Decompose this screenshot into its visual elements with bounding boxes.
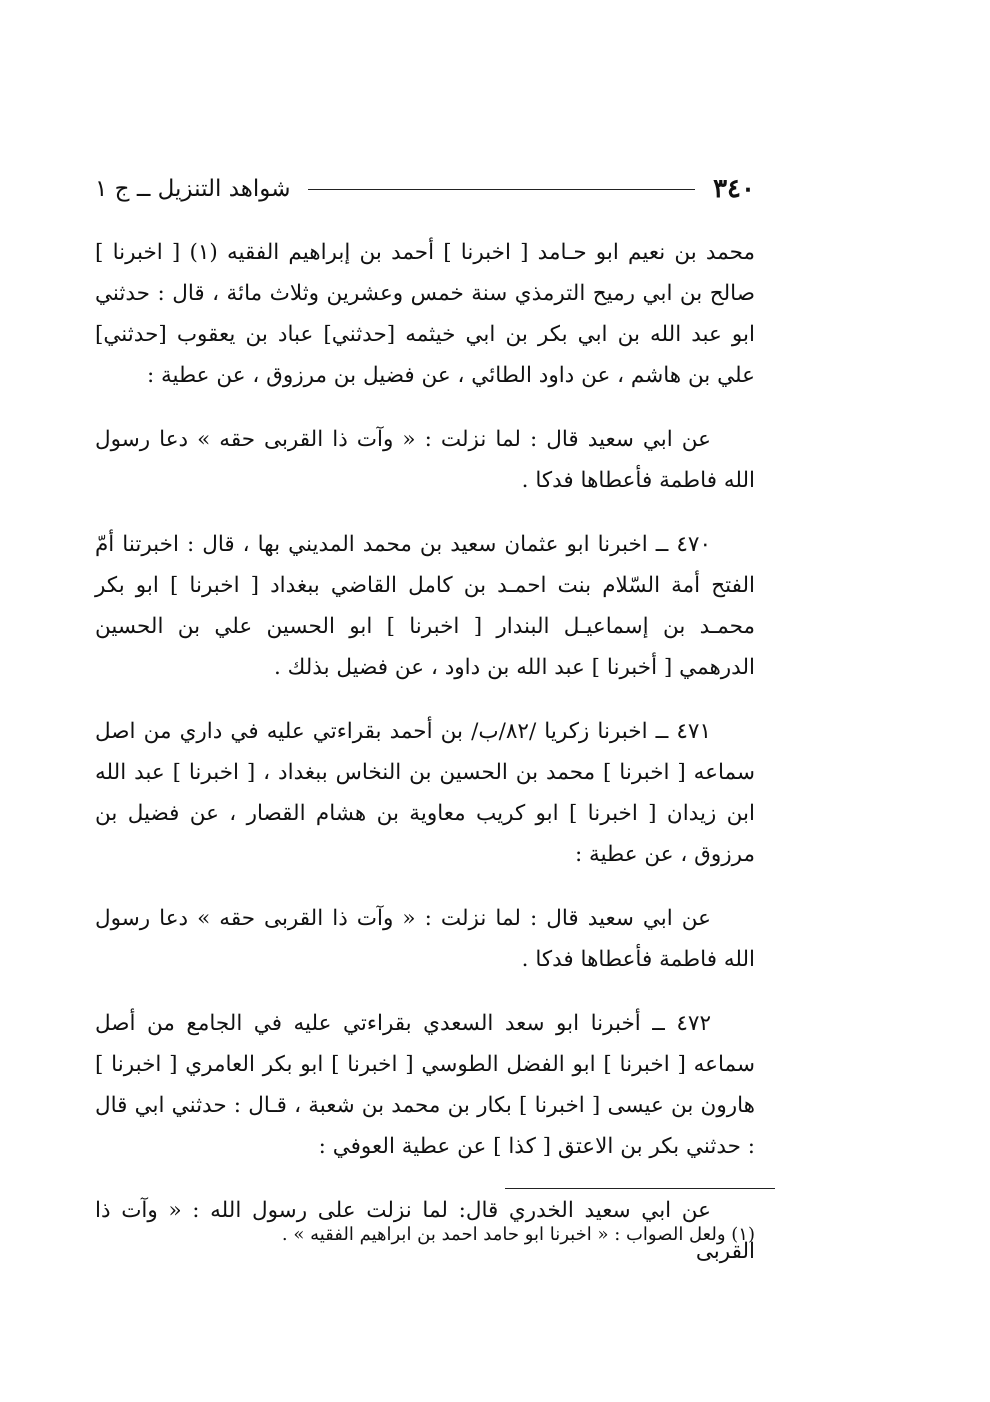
paragraph-472: ٤٧٢ ــ أخبرنا ابو سعد السعدي بقراءتي عليه في الجامع من أصل سماعه [ اخبرنا ] ابو الفضل الطوسي [ اخبرنا ] ابو بكر العامري [ اخبرنا ] هارون بن عيسى [ اخبرنا ] بكار بن محمد بن شعبة ، قـال : حدثني ابي قال : حدثني بكر بن الاعتق [ كذا ] عن عطية العوفي : [95,1011,755,1159]
footnote-rule [505,1188,775,1189]
page-number: ٣٤٠ [713,174,755,204]
body-text [95,232,755,1295]
paragraph-470: ٤٧٠ ــ اخبرنا ابو عثمان سعيد بن محمد المديني بها ، قال : اخبرتنا أمّ الفتح أمة السّلام بنت احمـد بن كامل القاضي ببغداد [ اخبرنا ] ابو بكر محمـد بن إسماعيـل البندار [ اخبرنا ] ابو الحسين علي بن الحسين الدرهمي [ أخبرنا ] عبد الله بن داود ، عن فضيل بذلك . [95,532,755,680]
header-rule [308,189,695,190]
footnote: (١) ولعل الصواب : « اخبرنا ابو حامد احمد بن ابراهيم الفقيه » . [281,1224,755,1245]
paragraph-471: ٤٧١ ــ اخبرنا زكريا /٨٢/ب/ بن أحمد بقراءتي عليه في داري من اصل سماعه [ اخبرنا ] محمد بن الحسين بن النخاس ببغداد ، [ اخبرنا ] عبد الله ابن زيدان [ اخبرنا ] ابو كريب معاوية بن هشام القصار ، عن فضيل بن مرزوق ، عن عطية : [95,719,755,867]
paragraph-hadith: عن ابي سعيد قال : لما نزلت : « وآت ذا القربى حقه » دعا رسول الله فاطمة فأعطاها فدكا . [95,427,755,493]
paragraph-hadith: عن ابي سعيد قال : لما نزلت : « وآت ذا القربى حقه » دعا رسول الله فاطمة فأعطاها فدكا . [95,906,755,972]
running-title: شواهد التنزيل ــ ج ١ [95,176,291,202]
page-header [95,172,755,206]
paragraph-hadith-continued: عن ابي سعيد الخدري قال: لما نزلت على رسول الله : « وآت ذا القربى [95,1198,755,1264]
paragraph-isnad: محمد بن نعيم ابو حـامد [ اخبرنا ] أحمد بن إبراهيم الفقيه (١) [ اخبرنا ] صالح بن ابي رميح الترمذي سنة خمس وعشرين وثلاث مائة ، قال : حدثني ابو عبد الله بن ابي بكر بن ابي خيثمه [حدثني] عباد بن يعقوب [حدثني] علي بن هاشم ، عن داود الطائي ، عن فضيل بن مرزوق ، عن عطية : [95,240,755,388]
